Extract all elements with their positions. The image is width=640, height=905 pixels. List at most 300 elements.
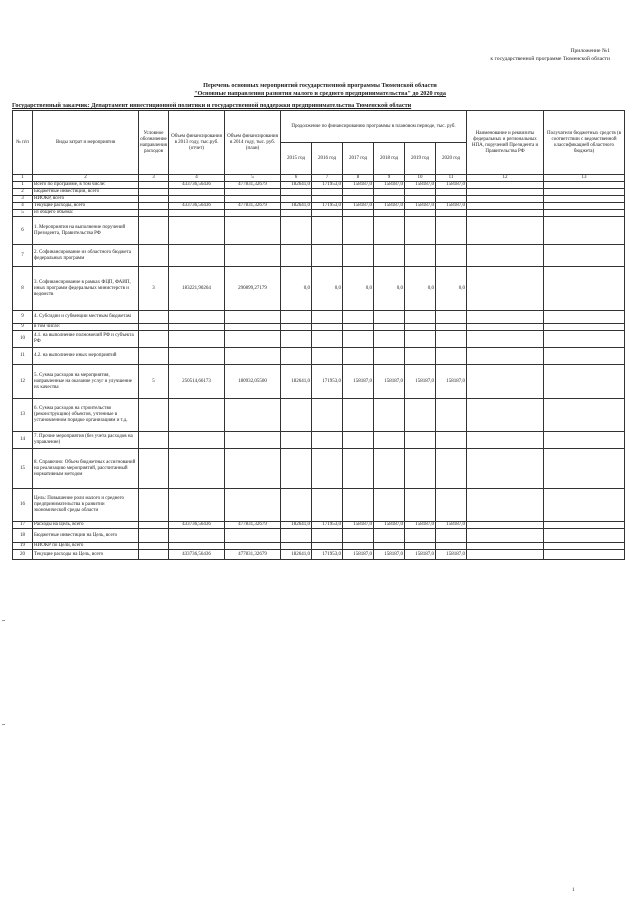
row-year-value	[405, 348, 436, 365]
row-year-value	[374, 399, 405, 432]
row-year-value	[281, 217, 312, 245]
row-year-value	[343, 196, 374, 203]
row-conditional	[139, 324, 169, 331]
row-recipients	[544, 529, 625, 543]
header-acts: Наименование и реквизиты федеральных и региональных НПА, поручений Президента и Правительства РФ	[467, 111, 544, 175]
row-year-value	[281, 311, 312, 324]
appendix-reference: к государственной программе Тюменской области	[490, 56, 610, 62]
row-volume-2014	[225, 217, 281, 245]
row-name: Расходы на Цель, всего	[33, 522, 139, 529]
row-conditional	[139, 529, 169, 543]
table-row	[13, 331, 625, 348]
row-recipients	[544, 189, 625, 196]
row-year-value: 158187,0	[343, 203, 374, 210]
row-volume-2014	[225, 196, 281, 203]
table-row	[13, 365, 625, 399]
row-name: 8. Справочно: Объем бюджетных ассигнований на реализацию мероприятий, рассчитанный нормативным методом	[33, 449, 139, 489]
row-name: Всего по программе, в том числе:	[33, 182, 139, 189]
header-conditional: Условное обозначение направления расходов	[139, 111, 169, 175]
row-name: НИОКР, всего	[33, 196, 139, 203]
table-row	[13, 529, 625, 543]
row-recipients	[544, 324, 625, 331]
row-conditional	[139, 550, 169, 560]
row-year-value	[405, 432, 436, 449]
row-name: 3. Софинансирование в рамках ФЦП, ФАИП, иных программ федеральных министерств и ведомств	[33, 267, 139, 311]
row-volume-2014	[225, 189, 281, 196]
row-conditional	[139, 217, 169, 245]
row-name: Цель: Повышение роли малого и среднего предпринимательства в развитии экономической среды области	[33, 489, 139, 522]
row-volume-2013	[169, 245, 225, 267]
row-year-value	[281, 245, 312, 267]
row-volume-2014: 180932,05500	[225, 365, 281, 399]
row-year-value: 171953,0	[312, 203, 343, 210]
header-year: 2019 год	[405, 143, 436, 175]
row-name: Текущие расходы на Цель, всего	[33, 550, 139, 560]
row-volume-2014	[225, 210, 281, 217]
row-year-value: 182641,0	[281, 203, 312, 210]
row-year-value	[343, 432, 374, 449]
row-conditional: 3	[139, 267, 169, 311]
row-year-value: 158187,0	[436, 550, 467, 560]
row-year-value	[436, 348, 467, 365]
row-volume-2013	[169, 311, 225, 324]
row-volume-2013	[169, 489, 225, 522]
row-number: 14	[13, 432, 33, 449]
table-row	[13, 550, 625, 560]
title-line-2: "Основные направления развития малого и среднего предпринимательства" до 2020 года	[194, 90, 446, 97]
row-acts	[467, 182, 544, 189]
row-year-value: 182641,0	[281, 182, 312, 189]
row-number: 6	[13, 217, 33, 245]
row-conditional	[139, 348, 169, 365]
row-name: 4.1. на выполнение полномочий РФ и субъекта РФ	[33, 331, 139, 348]
row-year-value	[374, 529, 405, 543]
row-number: 8	[13, 267, 33, 311]
row-volume-2013: 433736,56436	[169, 550, 225, 560]
row-name: 5. Сумма расходов на мероприятия, направленные на оказание услуг и улучшение их качества	[33, 365, 139, 399]
row-year-value: 158187,0	[405, 550, 436, 560]
row-volume-2014	[225, 449, 281, 489]
row-year-value	[436, 311, 467, 324]
row-year-value	[343, 210, 374, 217]
row-acts	[467, 365, 544, 399]
row-recipients	[544, 210, 625, 217]
row-acts	[467, 217, 544, 245]
row-name: Бюджетные инвестиции на Цель, всего	[33, 529, 139, 543]
header-year: 2016 год	[312, 143, 343, 175]
row-recipients	[544, 196, 625, 203]
row-volume-2013	[169, 196, 225, 203]
row-number: 15	[13, 449, 33, 489]
row-year-value: 182641,0	[281, 522, 312, 529]
row-number: 4	[13, 203, 33, 210]
row-year-value	[374, 543, 405, 550]
row-volume-2013	[169, 399, 225, 432]
row-year-value	[405, 449, 436, 489]
table-row	[13, 189, 625, 196]
row-conditional	[139, 543, 169, 550]
row-recipients	[544, 245, 625, 267]
table-row	[13, 182, 625, 189]
row-number: 17	[13, 522, 33, 529]
row-conditional	[139, 331, 169, 348]
row-acts	[467, 529, 544, 543]
row-volume-2013	[169, 449, 225, 489]
row-year-value: 158187,0	[343, 182, 374, 189]
row-year-value	[312, 449, 343, 489]
row-conditional	[139, 245, 169, 267]
column-index: 12	[467, 175, 544, 182]
row-year-value	[436, 449, 467, 489]
row-acts	[467, 210, 544, 217]
table-row	[13, 267, 625, 311]
row-volume-2014: 477831,32679	[225, 203, 281, 210]
appendix-number: Приложение №1	[570, 48, 610, 54]
row-name: 4. Субсидии и субвенции местным бюджетам	[33, 311, 139, 324]
table-row	[13, 432, 625, 449]
row-year-value: 0,0	[312, 267, 343, 311]
row-year-value: 0,0	[436, 267, 467, 311]
column-index-row	[13, 175, 625, 182]
row-conditional	[139, 522, 169, 529]
table-body	[13, 182, 625, 560]
table-header	[13, 111, 625, 182]
row-year-value	[312, 196, 343, 203]
row-acts	[467, 489, 544, 522]
row-year-value: 158187,0	[343, 365, 374, 399]
table-row	[13, 489, 625, 522]
row-volume-2014: 477831,32679	[225, 522, 281, 529]
row-acts	[467, 189, 544, 196]
row-year-value	[436, 543, 467, 550]
row-year-value: 158187,0	[436, 182, 467, 189]
row-year-value	[374, 245, 405, 267]
row-recipients	[544, 432, 625, 449]
row-year-value	[374, 489, 405, 522]
row-year-value	[343, 245, 374, 267]
row-recipients	[544, 522, 625, 529]
row-volume-2013	[169, 529, 225, 543]
row-year-value	[312, 331, 343, 348]
row-year-value	[374, 217, 405, 245]
header-year: 2015 год	[281, 143, 312, 175]
table-row	[13, 522, 625, 529]
row-acts	[467, 331, 544, 348]
header-year: 2020 год	[436, 143, 467, 175]
row-year-value	[281, 189, 312, 196]
row-year-value	[281, 324, 312, 331]
row-year-value: 158187,0	[374, 365, 405, 399]
row-name: 7. Прочие мероприятия (без учета расходов на управление)	[33, 432, 139, 449]
row-year-value	[436, 324, 467, 331]
row-recipients	[544, 267, 625, 311]
row-year-value	[343, 189, 374, 196]
row-acts	[467, 522, 544, 529]
row-acts	[467, 432, 544, 449]
row-year-value	[343, 399, 374, 432]
row-volume-2013: 250514,66173	[169, 365, 225, 399]
header-volume-2014: Объем финансирования в 2014 году, тыс. руб. (план)	[225, 111, 281, 175]
row-year-value	[343, 331, 374, 348]
row-year-value: 158187,0	[405, 182, 436, 189]
row-name: в том числе:	[33, 324, 139, 331]
row-year-value: 0,0	[281, 267, 312, 311]
row-year-value	[436, 210, 467, 217]
row-recipients	[544, 203, 625, 210]
row-number: 19	[13, 543, 33, 550]
row-year-value: 158187,0	[374, 182, 405, 189]
column-index: 1	[13, 175, 33, 182]
row-conditional	[139, 489, 169, 522]
row-year-value	[343, 529, 374, 543]
column-index: 7	[312, 175, 343, 182]
row-volume-2013	[169, 217, 225, 245]
row-year-value	[281, 331, 312, 348]
row-acts	[467, 543, 544, 550]
row-year-value	[312, 245, 343, 267]
margin-mark	[2, 724, 5, 725]
header-continuation: Продолжение по финансированию программы в плановом периоде, тыс. руб.	[281, 111, 467, 143]
margin-mark	[2, 620, 5, 621]
row-year-value: 158187,0	[436, 522, 467, 529]
row-year-value	[281, 529, 312, 543]
row-conditional	[139, 182, 169, 189]
row-number: 10	[13, 331, 33, 348]
row-year-value	[405, 196, 436, 203]
row-recipients	[544, 182, 625, 189]
row-volume-2014	[225, 331, 281, 348]
appendix-block	[490, 47, 610, 63]
row-acts	[467, 324, 544, 331]
row-volume-2014	[225, 245, 281, 267]
row-recipients	[544, 399, 625, 432]
table-row	[13, 311, 625, 324]
row-year-value	[436, 189, 467, 196]
header-volume-2013: Объем финансирования в 2013 году, тыс.руб. (отчет)	[169, 111, 225, 175]
row-volume-2013: 433736,56436	[169, 182, 225, 189]
header-number: № п/п	[13, 111, 33, 175]
row-volume-2014	[225, 399, 281, 432]
row-year-value	[405, 399, 436, 432]
row-year-value: 171953,0	[312, 522, 343, 529]
row-conditional	[139, 203, 169, 210]
row-recipients	[544, 331, 625, 348]
row-conditional	[139, 399, 169, 432]
row-volume-2014	[225, 432, 281, 449]
row-year-value: 158187,0	[405, 522, 436, 529]
row-year-value	[405, 331, 436, 348]
row-year-value	[281, 196, 312, 203]
row-year-value	[405, 245, 436, 267]
footer-mark: 1	[572, 888, 575, 893]
row-year-value: 158187,0	[405, 365, 436, 399]
row-volume-2013	[169, 324, 225, 331]
row-volume-2013: 183221,90264	[169, 267, 225, 311]
row-acts	[467, 245, 544, 267]
row-volume-2013	[169, 432, 225, 449]
column-index: 4	[169, 175, 225, 182]
row-year-value	[312, 324, 343, 331]
header-types: Виды затрат и мероприятия	[33, 111, 139, 175]
row-year-value	[281, 210, 312, 217]
row-year-value	[281, 489, 312, 522]
row-year-value	[405, 311, 436, 324]
row-year-value	[312, 210, 343, 217]
row-volume-2014	[225, 529, 281, 543]
row-volume-2014	[225, 489, 281, 522]
row-name: 6. Сумма расходов на строительство (реконструкцию) объектов, учтенные в установленном порядке организациям и т.д.	[33, 399, 139, 432]
row-conditional: 5	[139, 365, 169, 399]
row-year-value	[312, 217, 343, 245]
row-recipients	[544, 311, 625, 324]
row-year-value	[312, 189, 343, 196]
row-conditional	[139, 189, 169, 196]
row-year-value	[374, 189, 405, 196]
row-year-value	[343, 311, 374, 324]
measures-table	[12, 110, 625, 560]
row-recipients	[544, 543, 625, 550]
header-year: 2018 год	[374, 143, 405, 175]
title-line-1: Перечень основных мероприятий государственной программы Тюменской области	[203, 82, 437, 89]
row-year-value	[374, 196, 405, 203]
row-year-value: 0,0	[343, 267, 374, 311]
row-year-value: 158187,0	[436, 365, 467, 399]
row-name: 2. Софинансирование из областного бюджета федеральных программ	[33, 245, 139, 267]
row-year-value	[405, 529, 436, 543]
row-year-value	[281, 432, 312, 449]
row-volume-2014	[225, 324, 281, 331]
row-year-value	[281, 348, 312, 365]
row-year-value: 182641,0	[281, 550, 312, 560]
header-recipients: Получатели бюджетных средств (в соответствии с ведомственной классификацией областного бюджета)	[544, 111, 625, 175]
row-year-value	[312, 399, 343, 432]
row-number: 9	[13, 324, 33, 331]
row-year-value: 0,0	[405, 267, 436, 311]
row-recipients	[544, 365, 625, 399]
row-volume-2014	[225, 543, 281, 550]
row-recipients	[544, 489, 625, 522]
row-year-value	[405, 543, 436, 550]
row-number: 3	[13, 196, 33, 203]
row-year-value	[343, 217, 374, 245]
row-year-value	[374, 331, 405, 348]
row-year-value	[343, 489, 374, 522]
row-recipients	[544, 348, 625, 365]
row-year-value	[405, 217, 436, 245]
row-volume-2013	[169, 331, 225, 348]
row-year-value	[312, 489, 343, 522]
column-index: 5	[225, 175, 281, 182]
row-year-value	[405, 210, 436, 217]
table-row	[13, 210, 625, 217]
row-recipients	[544, 449, 625, 489]
row-number: 9	[13, 311, 33, 324]
row-number: 13	[13, 399, 33, 432]
row-year-value	[436, 245, 467, 267]
row-number: 11	[13, 348, 33, 365]
row-year-value: 158187,0	[405, 203, 436, 210]
row-year-value	[281, 543, 312, 550]
row-number: 2	[13, 189, 33, 196]
row-year-value: 182641,0	[281, 365, 312, 399]
state-customer: Государственный заказчик: Департамент инвестиционной политики и государственной поддержки предпринимательства Тюменской области	[12, 102, 412, 109]
row-volume-2013: 433736,56436	[169, 522, 225, 529]
row-year-value	[374, 311, 405, 324]
row-year-value	[436, 399, 467, 432]
row-year-value	[343, 324, 374, 331]
row-conditional	[139, 196, 169, 203]
row-number: 7	[13, 245, 33, 267]
row-recipients	[544, 217, 625, 245]
row-year-value	[405, 189, 436, 196]
row-recipients	[544, 550, 625, 560]
document-title	[0, 82, 640, 98]
row-year-value: 171953,0	[312, 550, 343, 560]
row-acts	[467, 267, 544, 311]
row-acts	[467, 203, 544, 210]
row-year-value	[343, 348, 374, 365]
row-name: НИОКР по Цели, всего	[33, 543, 139, 550]
row-year-value: 158187,0	[374, 550, 405, 560]
row-conditional	[139, 210, 169, 217]
row-year-value	[343, 543, 374, 550]
row-year-value	[312, 543, 343, 550]
row-year-value	[405, 489, 436, 522]
header-year: 2017 год	[343, 143, 374, 175]
column-index: 3	[139, 175, 169, 182]
row-year-value	[436, 489, 467, 522]
row-number: 5	[13, 210, 33, 217]
row-year-value	[436, 432, 467, 449]
row-year-value	[312, 311, 343, 324]
row-year-value: 158187,0	[343, 522, 374, 529]
row-year-value	[281, 449, 312, 489]
row-acts	[467, 196, 544, 203]
row-year-value	[405, 324, 436, 331]
row-volume-2014: 477831,32679	[225, 550, 281, 560]
row-year-value	[312, 348, 343, 365]
row-conditional	[139, 311, 169, 324]
table-row	[13, 348, 625, 365]
row-number: 12	[13, 365, 33, 399]
row-conditional	[139, 449, 169, 489]
row-year-value: 158187,0	[343, 550, 374, 560]
row-number: 16	[13, 489, 33, 522]
row-number: 18	[13, 529, 33, 543]
row-year-value	[343, 449, 374, 489]
row-volume-2013: 433736,56436	[169, 203, 225, 210]
table-row	[13, 324, 625, 331]
row-year-value	[436, 217, 467, 245]
column-index: 10	[405, 175, 436, 182]
row-year-value: 158187,0	[436, 203, 467, 210]
row-conditional	[139, 432, 169, 449]
row-year-value	[374, 348, 405, 365]
table-row	[13, 449, 625, 489]
row-year-value	[374, 449, 405, 489]
row-name: 4.2. на выполнение иных мероприятий	[33, 348, 139, 365]
row-year-value: 158187,0	[374, 522, 405, 529]
row-year-value	[312, 529, 343, 543]
table-row	[13, 196, 625, 203]
row-year-value	[374, 324, 405, 331]
row-year-value: 171953,0	[312, 365, 343, 399]
table-row	[13, 245, 625, 267]
column-index: 2	[33, 175, 139, 182]
row-name: 1. Мероприятия на выполнение поручений Президента, Правительства РФ	[33, 217, 139, 245]
row-year-value	[436, 529, 467, 543]
row-number: 1	[13, 182, 33, 189]
